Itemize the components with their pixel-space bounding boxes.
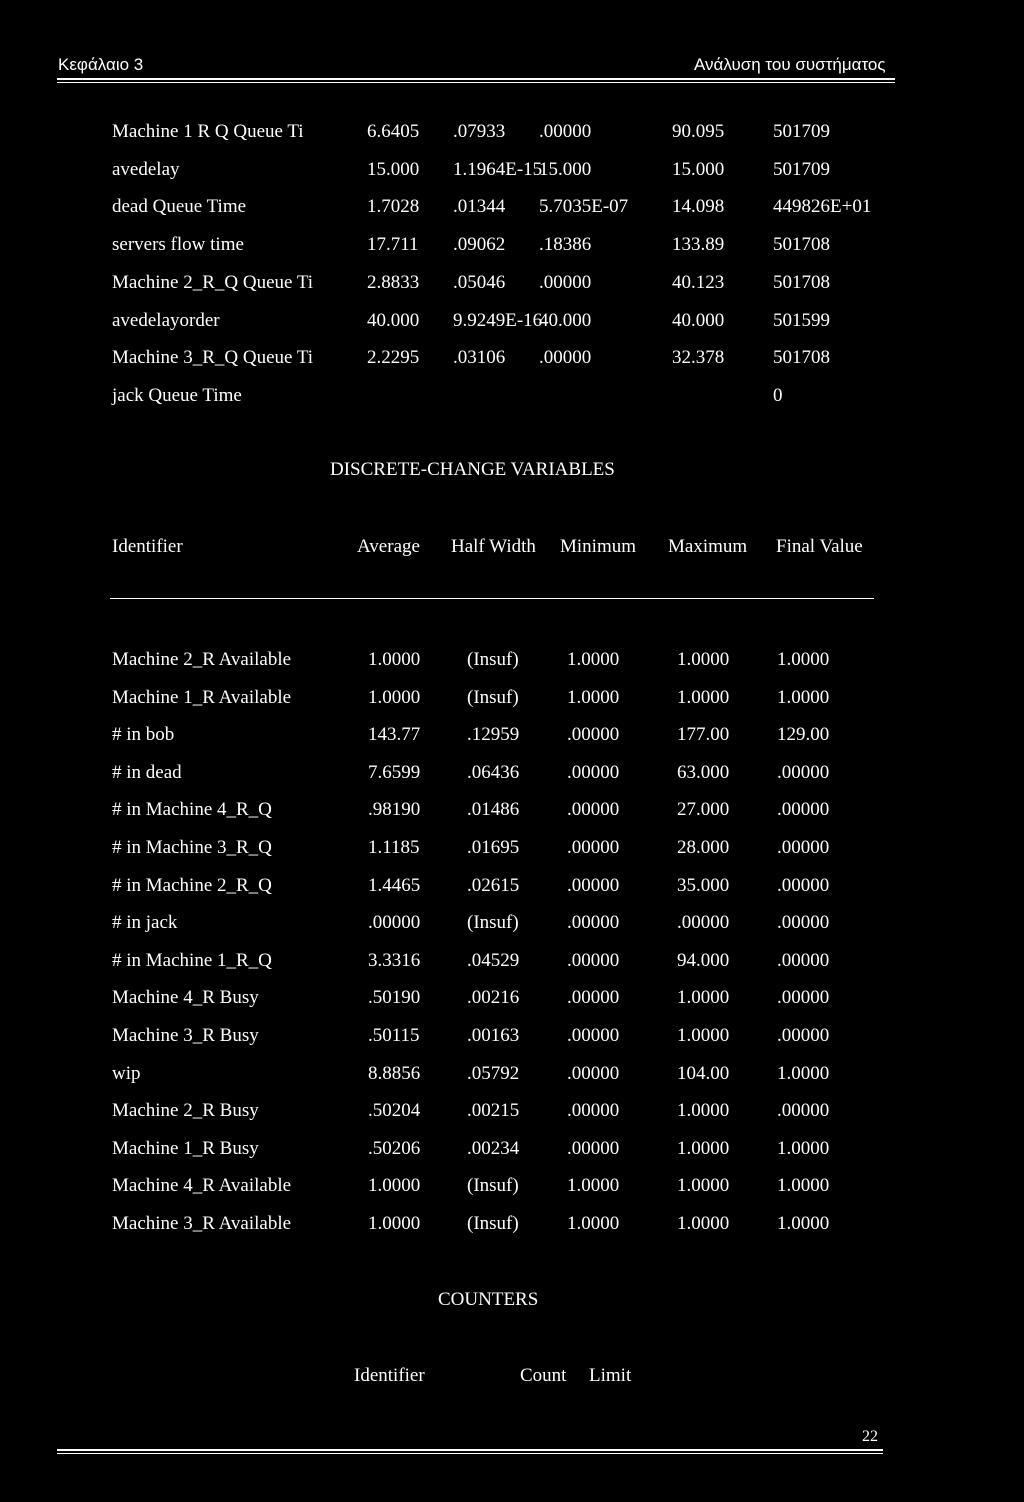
table-cell: .01486 — [467, 799, 520, 821]
table-cell: .98190 — [368, 799, 421, 821]
table-cell: 40.000 — [539, 309, 592, 331]
table-cell: .00000 — [777, 1100, 830, 1122]
table-cell: # in Machine 2_R_Q — [112, 874, 272, 896]
counters-col-count: Count — [520, 1365, 567, 1386]
table-cell: .00000 — [567, 987, 620, 1009]
table-cell: Machine 2_R Available — [112, 649, 292, 670]
table-cell: .00000 — [677, 912, 730, 934]
table-cell: 2.2295 — [367, 347, 420, 369]
table-cell: .07933 — [453, 121, 506, 142]
col-average: Average — [357, 536, 420, 557]
discrete-header-row — [0, 535, 1024, 559]
table-cell: .00000 — [777, 799, 830, 821]
table-cell: # in Machine 4_R_Q — [112, 799, 272, 821]
table-cell: .05046 — [453, 271, 506, 293]
table-row — [0, 271, 1024, 295]
table-cell: .00000 — [567, 1137, 620, 1159]
table-cell: (Insuf) — [467, 649, 519, 670]
table-cell: .00000 — [539, 121, 592, 142]
table-row — [0, 1062, 1024, 1086]
discrete-section-title: DISCRETE-CHANGE VARIABLES — [330, 459, 615, 480]
table-cell: 1.0000 — [677, 1137, 730, 1159]
table-cell: .18386 — [539, 234, 592, 256]
table-cell: .50190 — [368, 987, 421, 1009]
table-row — [0, 1174, 1024, 1198]
table-cell: 2.8833 — [367, 271, 420, 293]
table-cell: .00163 — [467, 1025, 520, 1046]
table-row — [0, 761, 1024, 785]
table-cell: 1.0000 — [677, 1025, 730, 1046]
table-cell: .00000 — [777, 949, 830, 971]
table-cell: .00000 — [567, 799, 620, 821]
table-cell: .00000 — [567, 912, 620, 934]
table-cell: 5.7035E-07 — [539, 196, 629, 218]
table-cell: 94.000 — [677, 949, 730, 971]
counters-col-limit: Limit — [589, 1365, 632, 1386]
table-cell: .01695 — [467, 837, 520, 858]
table-cell: dead Queue Time — [112, 196, 247, 218]
table-row — [0, 723, 1024, 747]
col-half-width: Half Width — [451, 536, 536, 557]
table-cell: 501708 — [773, 271, 830, 293]
table-cell: .00216 — [467, 987, 520, 1009]
table-cell: 1.0000 — [567, 1175, 620, 1197]
table-cell: 1.0000 — [567, 1213, 620, 1234]
table-row — [0, 309, 1024, 333]
table-cell: 129.00 — [777, 724, 830, 746]
table-cell: .03106 — [453, 347, 506, 369]
table-cell: Machine 2_R Busy — [112, 1100, 259, 1122]
header-rule-thin — [57, 82, 895, 83]
table-cell: .12959 — [467, 724, 520, 746]
table-cell: 63.000 — [677, 761, 730, 783]
table-cell: Machine 1 R Q Queue Ti — [112, 121, 304, 142]
table-cell: 28.000 — [677, 837, 730, 858]
table-row — [0, 233, 1024, 257]
table-cell: 1.7028 — [367, 196, 420, 218]
table-cell: # in dead — [112, 761, 182, 783]
table-cell: 501599 — [773, 309, 830, 331]
table-cell: 90.095 — [672, 121, 725, 142]
table-cell: jack Queue Time — [112, 384, 242, 406]
table-cell: .00000 — [777, 761, 830, 783]
table-cell: 27.000 — [677, 799, 730, 821]
table-cell: 17.711 — [367, 234, 419, 256]
table-cell: 1.0000 — [677, 1213, 730, 1234]
table-cell: .00000 — [368, 912, 421, 934]
table-cell: 501708 — [773, 234, 830, 256]
table-cell: (Insuf) — [467, 1213, 519, 1234]
table-cell: .00000 — [777, 837, 830, 858]
table-cell: (Insuf) — [467, 1175, 519, 1197]
table-cell: 1.0000 — [368, 649, 421, 670]
page-number: 22 — [862, 1428, 878, 1445]
table-cell: avedelayorder — [112, 309, 220, 331]
table-cell: 501709 — [773, 158, 830, 180]
table-cell: 3.3316 — [368, 949, 421, 971]
table-cell: 1.0000 — [368, 686, 421, 708]
col-maximum: Maximum — [668, 536, 748, 557]
table-row — [0, 1137, 1024, 1161]
footer-rule-thin — [57, 1453, 883, 1454]
table-cell: 501709 — [773, 121, 830, 142]
table-row — [0, 384, 1024, 408]
table-cell: .00000 — [567, 1025, 620, 1046]
table-cell: .00000 — [539, 347, 592, 369]
table-cell: 14.098 — [672, 196, 725, 218]
table-row — [0, 686, 1024, 710]
table-cell: 143.77 — [368, 724, 421, 746]
table-cell: 8.8856 — [368, 1062, 421, 1084]
table-cell: .00000 — [777, 912, 830, 934]
table-cell: 1.0000 — [777, 1137, 830, 1159]
table-cell: 9.9249E-16 — [453, 309, 543, 331]
col-minimum: Minimum — [560, 536, 637, 557]
table-cell: # in Machine 1_R_Q — [112, 949, 272, 971]
table-cell: 1.1185 — [368, 837, 420, 858]
footer-rule — [57, 1449, 883, 1451]
table-row — [0, 1212, 1024, 1236]
table-cell: Machine 3_R Available — [112, 1213, 292, 1234]
table-row — [0, 158, 1024, 182]
table-cell: .00000 — [539, 271, 592, 293]
table-cell: .00000 — [567, 949, 620, 971]
table-cell: .50206 — [368, 1137, 421, 1159]
table-row — [0, 874, 1024, 898]
table-cell: .50204 — [368, 1100, 421, 1122]
table-cell: Machine 4_R Available — [112, 1175, 292, 1197]
table-cell: .01344 — [453, 196, 506, 218]
table-row — [0, 1099, 1024, 1123]
table-cell: .09062 — [453, 234, 506, 256]
table-cell: servers flow time — [112, 234, 244, 256]
table-cell: Machine 1_R Available — [112, 686, 292, 708]
col-final-value: Final Value — [776, 536, 863, 557]
table-cell: .00000 — [567, 761, 620, 783]
table-cell: 1.0000 — [567, 686, 620, 708]
table-cell: .50115 — [368, 1025, 420, 1046]
table-cell: Machine 2_R_Q Queue Ti — [112, 271, 314, 293]
table-cell: .06436 — [467, 761, 520, 783]
table-cell: 1.1964E-15 — [453, 158, 543, 180]
table-row — [0, 949, 1024, 973]
table-row — [0, 986, 1024, 1010]
table-cell: 15.000 — [672, 158, 725, 180]
table-cell: 133.89 — [672, 234, 725, 256]
table-row — [0, 798, 1024, 822]
table-cell: 7.6599 — [368, 761, 421, 783]
table-cell: .00000 — [777, 874, 830, 896]
header-rule — [57, 78, 895, 80]
table-cell: .00000 — [567, 724, 620, 746]
table-cell: .00215 — [467, 1100, 520, 1122]
table-cell: avedelay — [112, 158, 180, 180]
table-cell: .05792 — [467, 1062, 520, 1084]
table-cell: 1.0000 — [777, 686, 830, 708]
table-cell: 32.378 — [672, 347, 725, 369]
table-cell: 1.0000 — [567, 649, 620, 670]
table-cell: .00000 — [777, 987, 830, 1009]
discrete-header-rule — [110, 598, 874, 599]
table-cell: 1.0000 — [368, 1175, 421, 1197]
table-cell: # in jack — [112, 912, 178, 934]
table-row — [0, 911, 1024, 935]
table-cell: 1.0000 — [677, 686, 730, 708]
table-cell: .04529 — [467, 949, 520, 971]
table-cell: 1.0000 — [368, 1213, 421, 1234]
table-cell: 1.0000 — [777, 1213, 830, 1234]
table-cell: Machine 3_R_Q Queue Ti — [112, 347, 314, 369]
table-cell: 177.00 — [677, 724, 730, 746]
col-identifier: Identifier — [112, 536, 183, 557]
table-cell: 15.000 — [367, 158, 420, 180]
table-cell: # in bob — [112, 724, 175, 746]
table-cell: 501708 — [773, 347, 830, 369]
chapter-title: Κεφάλαιο 3 — [58, 55, 144, 74]
table-row — [0, 1024, 1024, 1048]
table-cell: # in Machine 3_R_Q — [112, 837, 272, 858]
table-cell: 1.0000 — [677, 987, 730, 1009]
table-cell: .00000 — [567, 874, 620, 896]
table-cell: 104.00 — [677, 1062, 730, 1084]
table-cell: 40.000 — [672, 309, 725, 331]
table-cell: 40.123 — [672, 271, 725, 293]
table-cell: 6.6405 — [367, 121, 420, 142]
table-cell: .00000 — [567, 837, 620, 858]
table-cell: 449826E+01 — [773, 196, 872, 218]
table-cell: .00000 — [777, 1025, 830, 1046]
table-cell: 1.0000 — [777, 649, 830, 670]
table-cell: .00000 — [567, 1100, 620, 1122]
table-cell: 1.0000 — [777, 1175, 830, 1197]
table-cell: 1.0000 — [677, 649, 730, 670]
table-cell: .00000 — [567, 1062, 620, 1084]
table-cell: .02615 — [467, 874, 520, 896]
table-cell: (Insuf) — [467, 912, 519, 934]
table-row — [0, 648, 1024, 672]
table-cell: 35.000 — [677, 874, 730, 896]
table-row — [0, 836, 1024, 860]
table-cell: wip — [112, 1062, 141, 1084]
section-title: Ανάλυση του συστήματος — [694, 55, 886, 74]
table-cell: Machine 1_R Busy — [112, 1137, 259, 1159]
table-cell: (Insuf) — [467, 686, 519, 708]
table-row — [0, 120, 1024, 144]
table-cell: Machine 4_R Busy — [112, 987, 259, 1009]
table-cell: Machine 3_R Busy — [112, 1025, 259, 1046]
table-cell: 15.000 — [539, 158, 592, 180]
counters-section-title: COUNTERS — [438, 1289, 539, 1310]
table-cell: 1.0000 — [677, 1175, 730, 1197]
table-cell: .00234 — [467, 1137, 520, 1159]
table-row — [0, 346, 1024, 370]
table-cell: 1.4465 — [368, 874, 421, 896]
table-cell: 0 — [773, 384, 783, 406]
table-cell: 1.0000 — [777, 1062, 830, 1084]
counters-col-identifier: Identifier — [354, 1365, 425, 1386]
table-row — [0, 195, 1024, 219]
table-cell: 40.000 — [367, 309, 420, 331]
table-cell: 1.0000 — [677, 1100, 730, 1122]
